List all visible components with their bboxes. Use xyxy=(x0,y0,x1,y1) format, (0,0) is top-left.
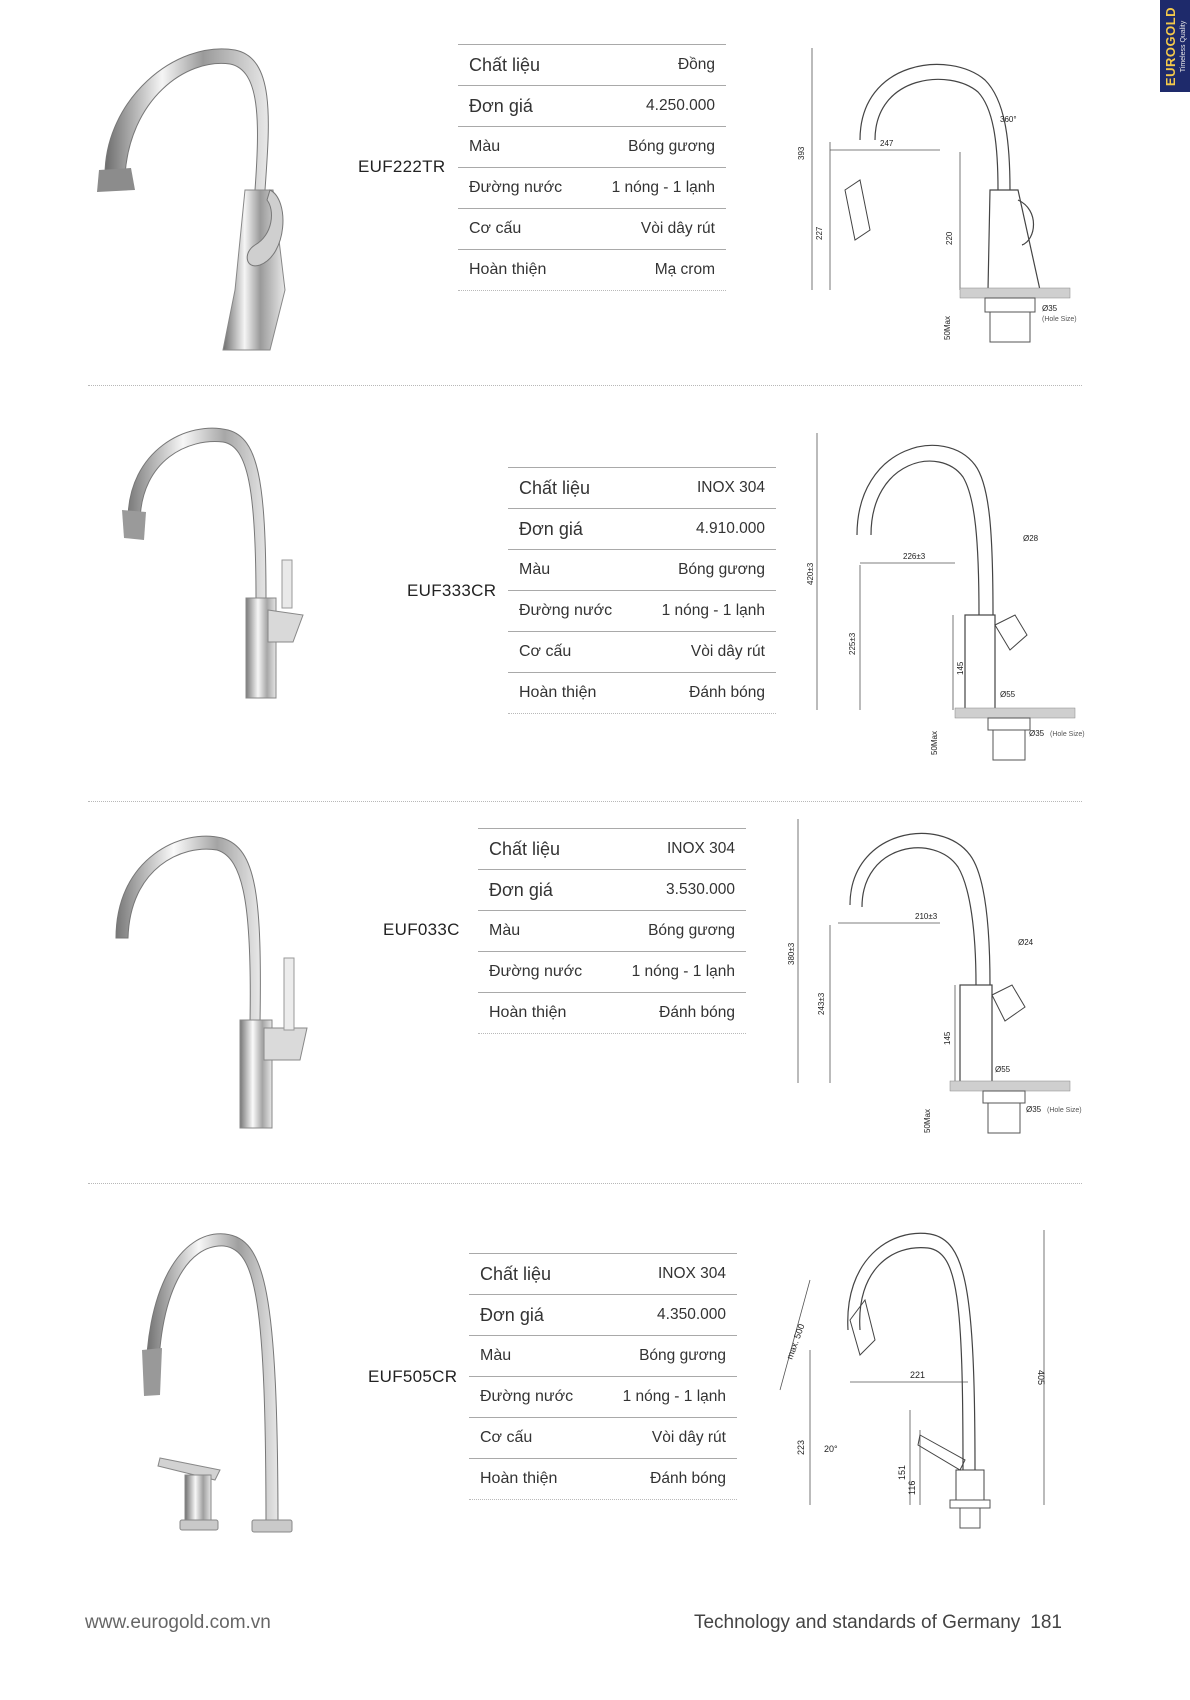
spec-label: Cơ cấu xyxy=(519,643,572,660)
product-model-2: EUF333CR xyxy=(407,581,497,600)
product-photo-2 xyxy=(118,420,318,710)
dim-h3-label: 145 xyxy=(956,661,965,675)
dim-h4-label: 116 xyxy=(907,1480,917,1495)
spec-row xyxy=(458,208,726,249)
spec-label: Đơn giá xyxy=(469,95,533,116)
spec-value: Bóng gương xyxy=(678,561,765,578)
spec-label: Chất liệu xyxy=(480,1263,552,1284)
dim-reach-label: 247 xyxy=(880,139,894,148)
dim-height-label: 420±3 xyxy=(806,562,815,585)
spec-label: Hoàn thiện xyxy=(480,1470,558,1487)
spec-row xyxy=(508,549,776,590)
section-divider xyxy=(88,385,1082,386)
footer-right xyxy=(694,1612,1062,1634)
spec-label: Đơn giá xyxy=(489,879,553,900)
spec-value: 4.910.000 xyxy=(696,520,765,537)
spec-row xyxy=(478,992,746,1034)
dim-hole-label: Ø35 xyxy=(1026,1105,1042,1114)
spec-label: Đường nước xyxy=(469,179,563,196)
spec-row xyxy=(508,631,776,672)
spec-label: Chất liệu xyxy=(489,838,561,859)
page-number: 181 xyxy=(1030,1612,1062,1633)
spec-row xyxy=(478,951,746,992)
spec-label: Màu xyxy=(519,561,551,578)
dim-height-label: 380±3 xyxy=(787,942,796,965)
spec-label: Cơ cấu xyxy=(469,220,522,237)
spec-value: INOX 304 xyxy=(657,1265,726,1282)
spec-label: Hoàn thiện xyxy=(469,261,547,278)
dim-h2-label: 227 xyxy=(815,226,824,240)
spec-row xyxy=(458,126,726,167)
dim-h3-label: 145 xyxy=(943,1031,952,1045)
dim-max-label: 50Max xyxy=(930,730,939,755)
spec-row xyxy=(508,590,776,631)
spec-label: Hoàn thiện xyxy=(519,684,597,701)
spec-row xyxy=(478,869,746,910)
technical-drawing-1 xyxy=(797,40,1100,350)
spec-value: 4.250.000 xyxy=(646,97,715,114)
dim-d1-label: Ø24 xyxy=(1018,938,1034,947)
dim-h3-label: 151 xyxy=(897,1464,907,1480)
footer-slogan: Technology and standards of Germany xyxy=(693,1612,1021,1633)
dim-hole-note: (Hole Size) xyxy=(1047,1107,1082,1114)
dim-pull-label: max. 500 xyxy=(784,1322,807,1361)
spec-row xyxy=(469,1376,737,1417)
dim-h2-label: 223 xyxy=(796,1439,806,1455)
technical-drawing-4 xyxy=(770,1220,1070,1550)
spec-label: Đường nước xyxy=(489,963,583,980)
spec-value: 4.350.000 xyxy=(657,1306,726,1323)
spec-table-1 xyxy=(458,44,726,291)
spec-row xyxy=(458,249,726,291)
spec-value: 1 nóng - 1 lạnh xyxy=(661,602,765,619)
spec-label: Màu xyxy=(469,138,501,155)
product-photo-4 xyxy=(140,1230,310,1540)
spec-value: Bóng gương xyxy=(628,138,715,155)
spec-row xyxy=(458,44,726,85)
spec-row xyxy=(508,508,776,549)
dim-hole-label: Ø35 xyxy=(1042,304,1058,313)
brand-name: EUROGOLD xyxy=(1163,6,1179,86)
dim-height-label: 393 xyxy=(797,146,806,160)
dim-d2-label: Ø55 xyxy=(1000,690,1016,699)
spec-label: Hoàn thiện xyxy=(489,1004,567,1021)
spec-value: 1 nóng - 1 lạnh xyxy=(611,179,715,196)
spec-table-3 xyxy=(478,828,746,1034)
spec-value: Bóng gương xyxy=(639,1347,726,1364)
brand-tab xyxy=(1160,0,1190,92)
dim-hole-note: (Hole Size) xyxy=(1050,731,1085,738)
spec-label: Cơ cấu xyxy=(480,1429,533,1446)
dim-reach-label: 221 xyxy=(910,1370,926,1380)
spec-value: INOX 304 xyxy=(666,840,735,857)
spec-value: Vòi dây rút xyxy=(640,220,715,237)
product-photo-1 xyxy=(95,40,325,350)
dim-rotation-label: 360° xyxy=(1000,115,1017,124)
spec-row xyxy=(508,672,776,714)
product-model-4: EUF505CR xyxy=(368,1367,458,1386)
dim-d2-label: Ø55 xyxy=(995,1065,1011,1074)
spec-label: Màu xyxy=(480,1347,512,1364)
dim-max-label: 50Max xyxy=(923,1108,932,1133)
spec-value: Đồng xyxy=(677,56,715,73)
dim-max-label: 50Max xyxy=(943,315,952,340)
brand-tagline: Timeless Quality xyxy=(1180,20,1188,72)
spec-row xyxy=(469,1253,737,1294)
spec-value: 1 nóng - 1 lạnh xyxy=(631,963,735,980)
spec-row xyxy=(469,1294,737,1335)
spec-value: Đánh bóng xyxy=(659,1004,735,1021)
spec-row xyxy=(508,467,776,508)
section-divider xyxy=(88,801,1082,802)
dim-h2-label: 225±3 xyxy=(848,632,857,655)
spec-row xyxy=(469,1335,737,1376)
spec-label: Đơn giá xyxy=(519,518,583,539)
spec-row xyxy=(469,1458,737,1500)
spec-row xyxy=(458,85,726,126)
spec-row xyxy=(458,167,726,208)
product-model-1: EUF222TR xyxy=(358,157,446,176)
spec-table-2 xyxy=(508,467,776,714)
product-model-3: EUF033C xyxy=(383,920,460,939)
spec-label: Chất liệu xyxy=(469,54,541,75)
spec-value: Đánh bóng xyxy=(689,684,765,701)
dim-height-label: 405 xyxy=(1036,1370,1046,1386)
spec-row xyxy=(469,1417,737,1458)
dim-hole-note: (Hole Size) xyxy=(1042,316,1077,323)
spec-label: Đường nước xyxy=(480,1388,574,1405)
spec-row xyxy=(478,828,746,869)
spec-value: Vòi dây rút xyxy=(690,643,765,660)
technical-drawing-3 xyxy=(787,815,1100,1155)
spec-value: Mạ crom xyxy=(654,261,715,278)
spec-table-4 xyxy=(469,1253,737,1500)
technical-drawing-2 xyxy=(805,425,1105,775)
spec-row xyxy=(478,910,746,951)
dim-h3-label: 220 xyxy=(945,231,954,245)
spec-label: Màu xyxy=(489,922,521,939)
spec-label: Đơn giá xyxy=(480,1304,544,1325)
spec-value: Bóng gương xyxy=(648,922,735,939)
spec-value: Đánh bóng xyxy=(650,1470,726,1487)
dim-angle-label: 20° xyxy=(824,1444,838,1454)
section-divider xyxy=(88,1183,1082,1184)
dim-d1-label: Ø28 xyxy=(1023,534,1039,543)
spec-value: 3.530.000 xyxy=(666,881,735,898)
spec-value: 1 nóng - 1 lạnh xyxy=(622,1388,726,1405)
dim-reach-label: 210±3 xyxy=(915,912,938,921)
spec-value: Vòi dây rút xyxy=(651,1429,726,1446)
footer-website: www.eurogold.com.vn xyxy=(85,1612,271,1633)
dim-hole-label: Ø35 xyxy=(1029,729,1045,738)
dim-h2-label: 243±3 xyxy=(817,992,826,1015)
spec-label: Chất liệu xyxy=(519,477,591,498)
product-photo-3 xyxy=(112,828,322,1138)
dim-reach-label: 226±3 xyxy=(903,552,926,561)
spec-value: INOX 304 xyxy=(696,479,765,496)
spec-label: Đường nước xyxy=(519,602,613,619)
